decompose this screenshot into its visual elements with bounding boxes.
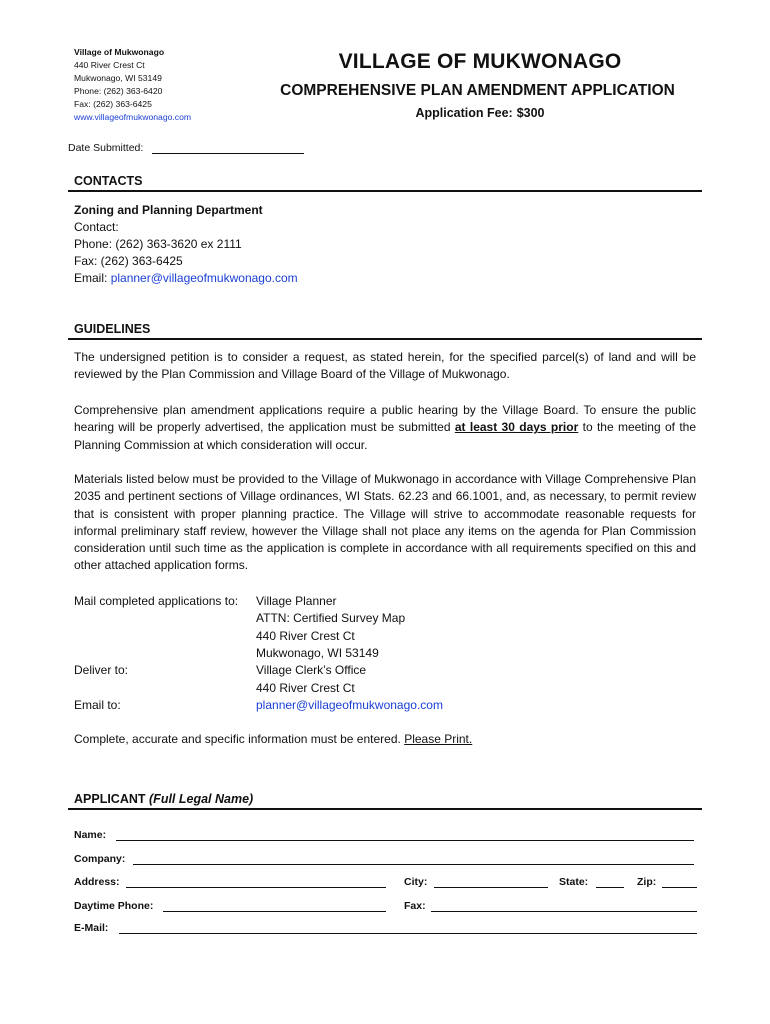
- village-city: Mukwonago, WI 53149: [74, 73, 162, 83]
- application-fee: [300, 106, 660, 120]
- applicant-heading-label: APPLICANT: [74, 792, 146, 806]
- applicant-heading-note: (Full Legal Name): [149, 792, 254, 806]
- contact-department: Zoning and Planning Department: [74, 203, 263, 217]
- paragraph-2-text-c: to the meeting of the Planning Commission at which consideration will occur.: [74, 420, 697, 452]
- mail-line: Mukwonago, WI 53149: [256, 645, 379, 660]
- state-field[interactable]: [596, 887, 624, 888]
- email-label: E-Mail:: [74, 922, 109, 934]
- date-submitted-label: Date Submitted:: [68, 142, 144, 154]
- fee-label: Application Fee:: [415, 106, 513, 120]
- zip-field[interactable]: [662, 887, 697, 888]
- please-print: Please Print.: [404, 732, 473, 746]
- fax-field[interactable]: [431, 911, 697, 912]
- fee-value: $300: [516, 106, 545, 120]
- paragraph-2-text-a: Comprehensive plan amendment applications require a public hearing by the Village Board. To ensure the public hearing will be properly advertised, the application must be submitted: [74, 403, 696, 435]
- contact-fax: Fax: (262) 363-6425: [74, 254, 183, 268]
- section-divider: [68, 808, 702, 810]
- village-name: Village of Mukwonago: [74, 47, 165, 57]
- name-field[interactable]: [116, 840, 694, 841]
- date-submitted-line[interactable]: [152, 152, 304, 154]
- guidelines-paragraph-2: [74, 402, 696, 454]
- contact-phone: Phone: (262) 363-3620 ex 2111: [74, 237, 242, 251]
- page-title: VILLAGE OF MUKWONAGO: [338, 50, 622, 73]
- applicant-heading: [74, 792, 253, 806]
- submission-addresses: [74, 593, 694, 717]
- village-website-link[interactable]: www.villageofmukwonago.com: [74, 112, 192, 122]
- deadline-emphasis: at least 30 days prior: [454, 420, 579, 435]
- address-field[interactable]: [126, 887, 386, 888]
- daytime-phone-field[interactable]: [163, 911, 386, 912]
- address-label: Address:: [74, 876, 120, 888]
- contacts-body: [74, 202, 298, 287]
- contact-email-row: [74, 270, 298, 287]
- zip-label: Zip:: [637, 876, 657, 888]
- date-submitted: [68, 142, 304, 154]
- guidelines-heading: GUIDELINES: [74, 322, 151, 336]
- contact-label: Contact:: [74, 220, 119, 234]
- contacts-heading: CONTACTS: [74, 174, 143, 188]
- deliver-label: Deliver to:: [74, 663, 129, 678]
- fax-label: Fax:: [404, 900, 426, 912]
- village-street: 440 River Crest Ct: [74, 60, 145, 70]
- city-label: City:: [404, 876, 428, 888]
- village-phone: Phone: (262) 363-6420: [74, 86, 163, 96]
- mail-line: Village Planner: [256, 594, 337, 608]
- mail-label: Mail completed applications to:: [74, 594, 239, 608]
- email-field[interactable]: [119, 933, 697, 934]
- section-divider: [68, 338, 702, 340]
- village-fax: Fax: (262) 363-6425: [74, 99, 152, 109]
- closing-note: [74, 731, 472, 748]
- mail-line: ATTN: Certified Survey Map: [256, 611, 406, 626]
- email-to-label: Email to:: [74, 698, 121, 712]
- company-label: Company:: [74, 853, 126, 865]
- daytime-phone-label: Daytime Phone:: [74, 900, 154, 912]
- mail-line: 440 River Crest Ct: [256, 628, 355, 643]
- closing-text: Complete, accurate and specific information must be entered.: [74, 732, 401, 746]
- city-field[interactable]: [434, 887, 548, 888]
- email-to-link[interactable]: planner@villageofmukwonago.com: [256, 698, 443, 712]
- form-subtitle: COMPREHENSIVE PLAN AMENDMENT APPLICATION: [280, 82, 675, 99]
- village-address-block: [74, 46, 191, 124]
- state-label: State:: [559, 876, 589, 888]
- guidelines-paragraph-3: Materials listed below must be provided to the Village of Mukwonago in accordance with Village Comprehensive Plan 2035 and pertinent sections of Village ordinances, WI Stats. 62.23 and 66.1001, and, as necessary, to permit review that is consistent with proper planning practice. The Village will strive to accommodate reasonable requests for informal preliminary staff review, however the Village shall not place any items on the agenda for Plan Commission consideration until such time as the application is complete in accordance with all requirements specified on this and other attached application forms.: [74, 472, 696, 573]
- name-label: Name:: [74, 829, 107, 841]
- deliver-line: Village Clerk’s Office: [256, 663, 367, 678]
- section-divider: [68, 190, 702, 192]
- contact-email-label: Email:: [74, 271, 108, 285]
- guidelines-paragraph-1: The undersigned petition is to consider a request, as stated herein, for the specified parcel(s) of land and will be reviewed by the Plan Commission and Village Board of the Village of Mukwonago.: [74, 350, 696, 382]
- deliver-line: 440 River Crest Ct: [256, 680, 355, 695]
- contact-email-link[interactable]: planner@villageofmukwonago.com: [110, 271, 298, 285]
- company-field[interactable]: [133, 864, 694, 865]
